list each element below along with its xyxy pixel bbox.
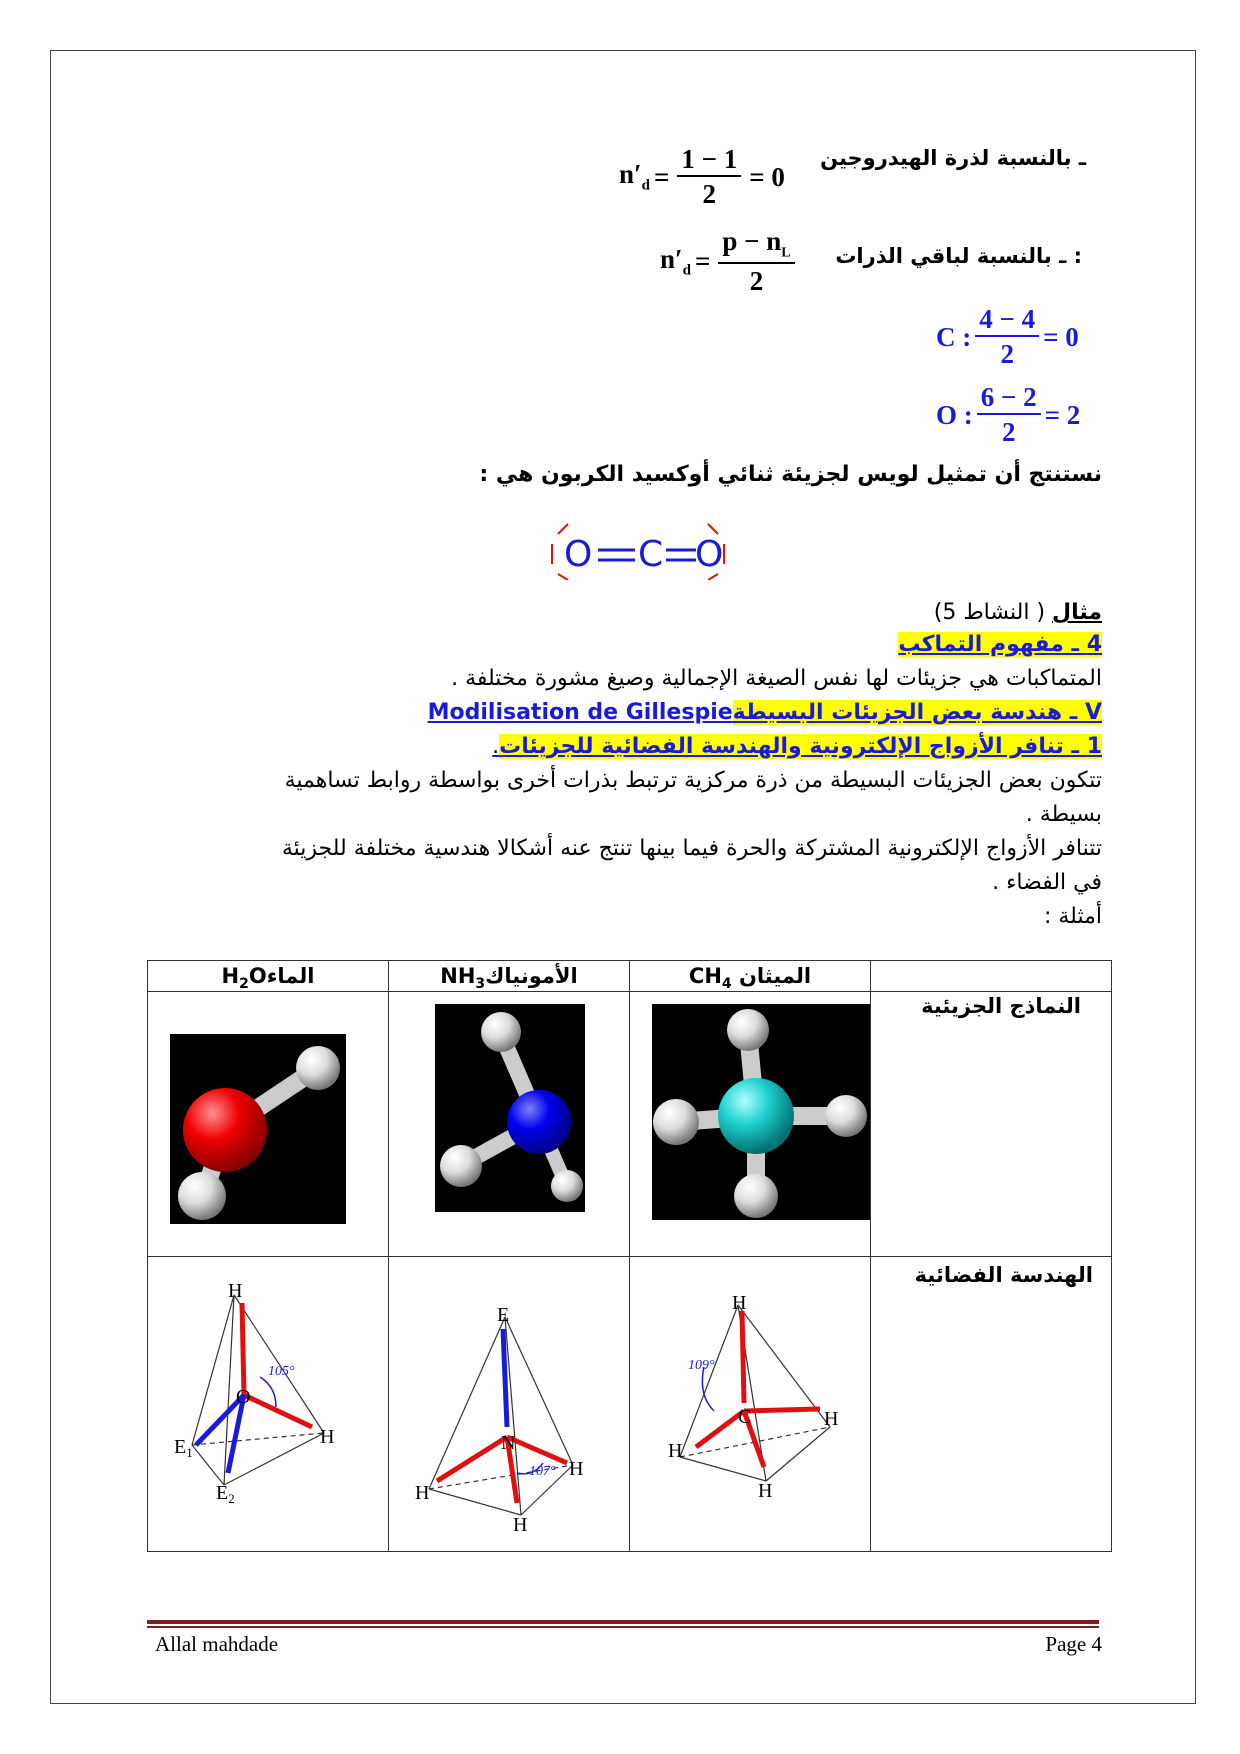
example-line (934, 600, 1102, 625)
carbon-equation: C : $\frac{4 - 4}{2}$ = 0 (936, 304, 1079, 369)
nd-symbol: $n'_d$ (619, 159, 650, 194)
lone-pair-4 (708, 524, 718, 534)
others-fraction: $\frac{p - n_L}{2}$ (718, 228, 794, 295)
para2-line1: تتنافر الأزواج الإلكترونية المشتركة والحرة فيما بينها تنتج عنه أشكالا هندسية مختلفة للجزيئة (281, 836, 1102, 861)
svg-text:H: H (228, 1280, 243, 1302)
svg-text:N: N (501, 1432, 516, 1454)
example-text: ( النشاط 5) (933, 600, 1053, 625)
svg-text:H: H (415, 1482, 430, 1504)
methane-geometry (634, 1277, 864, 1547)
footer-rule-thin (147, 1626, 1099, 1628)
header-empty (871, 961, 1112, 992)
para1-line1: تتكون بعض الجزيئات البسيطة من ذرة مركزية ترتبط بذرات أخرى بواسطة روابط تساهمية (284, 768, 1102, 793)
header-methane: $CH_4$ الميثان (630, 961, 871, 992)
svg-text:107°: 107° (529, 1464, 556, 1479)
h-atom (440, 1145, 482, 1187)
row1-label: النماذج الجزيئية (921, 994, 1081, 1018)
isomer-heading: 4 ـ مفهوم التماكب (898, 632, 1102, 657)
lewis-atom-o-left: O (564, 534, 593, 575)
lewis-atom-c: C (638, 534, 664, 575)
water-ball-model (170, 1034, 346, 1224)
h-atom (296, 1046, 340, 1090)
h-atom (481, 1012, 521, 1052)
h-atom (825, 1095, 867, 1137)
water-geometry (152, 1267, 382, 1537)
nd-symbol-2: $n'_d$ (660, 244, 691, 279)
hydrogen-equation (820, 146, 1086, 170)
molecules-table (147, 960, 1112, 1552)
ammonia-ball-model (435, 1004, 585, 1212)
hydrogen-label: ـ بالنسبة لذرة الهيدروجين (820, 146, 1086, 170)
svg-text:E2: $E_2$ (216, 1482, 235, 1506)
h-atom (727, 1009, 769, 1051)
row2-label-cell (871, 1257, 1112, 1552)
svg-text:H: H (320, 1426, 335, 1448)
lone-pair-1 (558, 524, 568, 534)
water-model-cell (148, 992, 389, 1257)
others-label: ـ بالنسبة لباقي الذرات : (835, 244, 1082, 268)
hydrogen-formula: $n'_d$ = $\frac{1 - 1}{2}$ = 0 (619, 144, 785, 209)
isomer-definition: المتماكبات هي جزيئات لها نفس الصيغة الإجمالية وصيغ مشورة مختلفة . (451, 666, 1102, 691)
para2-line2: في الفضاء . (992, 870, 1102, 895)
h-atom (653, 1099, 699, 1145)
row1-label-cell (871, 992, 1112, 1257)
section-v-heading: V ـ هندسة بعض الجزيئات البسيطةModilisation de Gillespie (427, 700, 1102, 725)
svg-text:H: H (513, 1514, 528, 1536)
water-geometry-cell (148, 1257, 389, 1552)
o-atom (183, 1088, 267, 1172)
oxygen-equation: O : $\frac{6 - 2}{2}$ = 2 (936, 382, 1081, 447)
conclusion-text: نستنتج أن تمثيل لويس لجزيئة ثنائي أوكسيد الكربون هي : (479, 462, 1102, 487)
para1-line2: بسيطة . (1025, 802, 1102, 827)
n-atom (507, 1090, 571, 1154)
svg-text:109°: 109° (688, 1358, 715, 1373)
lewis-co2-diagram (538, 520, 728, 580)
sub1-heading: 1 ـ تنافر الأزواج الإلكترونية والهندسة الفضائية للجزيئات. (492, 734, 1102, 759)
row2-label: الهندسة الفضائية (914, 1263, 1093, 1287)
c-atom (718, 1078, 794, 1154)
svg-text:E1: $E_1$ (174, 1436, 193, 1460)
methane-geometry-cell (630, 1257, 871, 1552)
hydrogen-fraction: $\frac{1 - 1}{2}$ (677, 146, 741, 208)
footer-page: Page 4 (1045, 1632, 1102, 1656)
lewis-atom-o-right: O (695, 534, 724, 575)
methane-ball-model (652, 1004, 870, 1220)
hydrogen-result: = 0 (749, 161, 785, 192)
example-label: مثال (1052, 600, 1102, 625)
ammonia-geometry (393, 1277, 623, 1547)
others-equation (835, 244, 1082, 268)
svg-text:H: H (758, 1480, 773, 1502)
h-atom (178, 1172, 226, 1220)
svg-text:105°: 105° (268, 1364, 295, 1379)
others-formula: $n'_d$ = $\frac{p - n_L}{2}$ (660, 228, 799, 295)
examples-label: أمثلة : (1043, 904, 1102, 929)
footer-author: Allal mahdade (155, 1632, 279, 1656)
h-atom (734, 1174, 778, 1218)
svg-text:O: O (236, 1386, 251, 1408)
ammonia-model-cell (389, 992, 630, 1257)
svg-text:H: H (569, 1458, 584, 1480)
header-water: $H_2Oالماء$ (148, 961, 389, 992)
footer-rule (147, 1620, 1099, 1624)
header-ammonia: $NH_3الأمونياك$ (389, 961, 630, 992)
ammonia-geometry-cell (389, 1257, 630, 1552)
svg-text:C: C (738, 1406, 752, 1428)
methane-model-cell (630, 992, 871, 1257)
h-atom (551, 1170, 583, 1202)
svg-text:H: H (668, 1440, 683, 1462)
svg-text:H: H (824, 1408, 839, 1430)
svg-text:H: H (732, 1292, 747, 1314)
svg-text:E: E (497, 1304, 510, 1326)
